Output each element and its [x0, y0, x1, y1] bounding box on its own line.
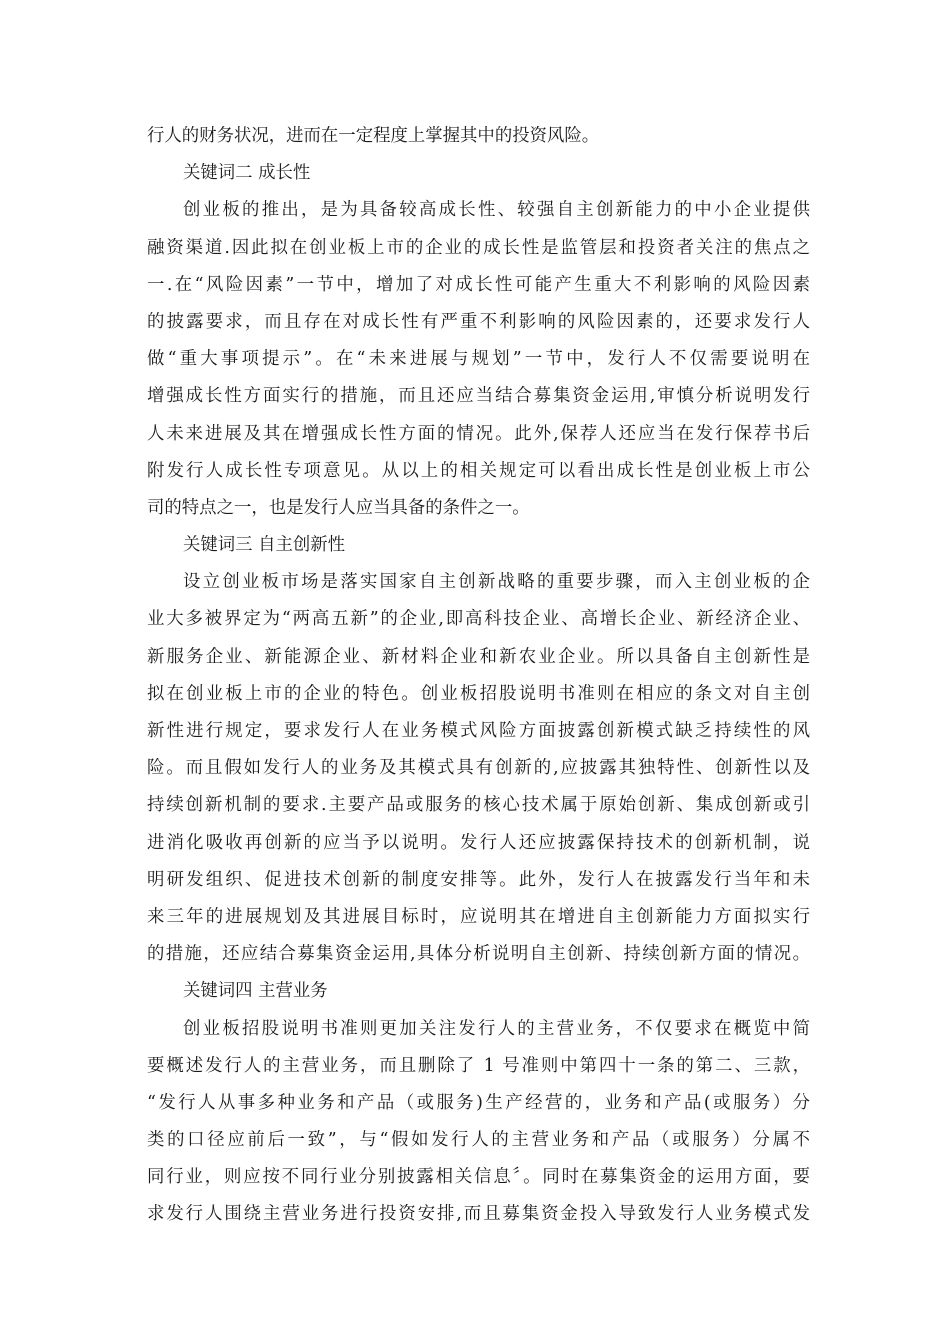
paragraph-line: 新服务企业、新能源企业、新材料企业和新农业企业。所以具备自主创新性是 [147, 646, 810, 667]
paragraph-line: 求发行人围绕主营业务进行投资安排,而且募集资金投入导致发行人业务模式发 [147, 1204, 810, 1225]
document-page [147, 118, 810, 1234]
paragraph-line: 创业板的推出，是为具备较高成长性、较强自主创新能力的中小企业提供 [183, 200, 810, 221]
paragraph-line: 业大多被界定为“两高五新”的企业,即高科技企业、高增长企业、新经济企业、 [147, 609, 810, 630]
paragraph-line: 人未来进展及其在增强成长性方面的情况。此外,保荐人还应当在发行保荐书后 [147, 423, 810, 444]
paragraph-line: 进消化吸收再创新的应当予以说明。发行人还应披露保持技术的创新机制，说 [147, 832, 810, 853]
paragraph-line: 一.在“风险因素”一节中，增加了对成长性可能产生重大不利影响的风险因素 [147, 274, 810, 295]
paragraph-line: 明研发组织、促进技术创新的制度安排等。此外，发行人在披露发行当年和未 [147, 869, 810, 890]
section-heading: 关键词四 主营业务 [183, 981, 328, 1002]
paragraph-line: 要概述发行人的主营业务，而且删除了 1 号准则中第四十一条的第二、三款， [147, 1055, 810, 1076]
paragraph-line: 来三年的进展规划及其进展目标时，应说明其在增进自主创新能力方面拟实行 [147, 906, 810, 927]
paragraph-line: 类的口径应前后一致”，与“假如发行人的主营业务和产品（或服务）分属不 [147, 1130, 810, 1151]
paragraph-line: 融资渠道.因此拟在创业板上市的企业的成长性是监管层和投资者关注的焦点之 [147, 237, 810, 258]
paragraph-line: 司的特点之一，也是发行人应当具备的条件之一。 [147, 497, 530, 518]
section-heading: 关键词二 成长性 [183, 163, 311, 184]
paragraph-line: 险。而且假如发行人的业务及其模式具有创新的,应披露其独特性、创新性以及 [147, 758, 810, 779]
paragraph-line: 附发行人成长性专项意见。从以上的相关规定可以看出成长性是创业板上市公 [147, 460, 810, 481]
paragraph-line: 新性进行规定，要求发行人在业务模式风险方面披露创新模式缺乏持续性的风 [147, 721, 810, 741]
paragraph-line: “发行人从事多种业务和产品（或服务)生产经营的，业务和产品(或服务）分 [147, 1092, 810, 1113]
paragraph-line: 拟在创业板上市的企业的特色。创业板招股说明书准则在相应的条文对自主创 [147, 683, 810, 704]
paragraph-line: 增强成长性方面实行的措施，而且还应当结合募集资金运用,审慎分析说明发行 [147, 386, 810, 407]
section-heading: 关键词三 自主创新性 [183, 535, 346, 556]
paragraph-line: 持续创新机制的要求.主要产品或服务的核心技术属于原始创新、集成创新或引 [147, 795, 810, 816]
paragraph-line: 同行业，则应按不同行业分别披露相关信息〞。同时在募集资金的运用方面，要 [147, 1167, 810, 1188]
paragraph-line: 的措施，还应结合募集资金运用,具体分析说明自主创新、持续创新方面的情况。 [147, 944, 810, 965]
paragraph-line: 的披露要求，而且存在对成长性有严重不利影响的风险因素的，还要求发行人 [147, 311, 810, 332]
paragraph-line: 创业板招股说明书准则更加关注发行人的主营业务，不仅要求在概览中简 [183, 1018, 810, 1039]
paragraph-line: 行人的财务状况，进而在一定程度上掌握其中的投资风险。 [147, 126, 600, 146]
paragraph-line: 设立创业板市场是落实国家自主创新战略的重要步骤，而入主创业板的企 [183, 572, 810, 593]
paragraph-line: 做“重大事项提示”。在“未来进展与规划”一节中，发行人不仅需要说明在 [147, 349, 810, 370]
